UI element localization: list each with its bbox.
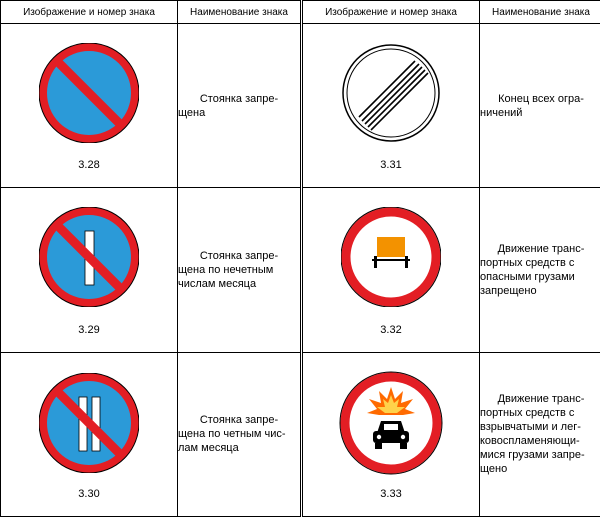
sign-name-line: щено [480,463,508,476]
sign-number: 3.30 [78,488,100,500]
sign-cell-3-30 [1,352,178,516]
no-parking-even-days-sign-icon [39,373,139,473]
sign-name-line: щена по четным чис- [178,428,286,441]
sign-cell-3-31 [302,24,480,188]
sign-cell-3-32 [302,188,480,352]
sign-cell-3-29 [1,188,178,352]
sign-name-line: портных средств с [480,257,575,269]
sign-name-line: Стоянка запре- [199,92,279,105]
sign-name-cell [178,352,302,516]
sign-name-line: Конец всех огра- [498,92,584,105]
table-header-row [1,1,600,24]
table-row [1,24,600,188]
sign-name-line: опасными грузами [480,271,575,283]
sign-number: 3.31 [380,159,402,172]
sign-name-line: Движение транс- [497,243,585,255]
sign-cell-3-28 [1,24,178,188]
sign-name-line: щена по нечетным [178,264,274,276]
sign-name-line: ковоспламеняющи- [480,435,580,448]
table-row [1,188,600,352]
sign-name-cell [480,188,600,352]
no-parking-odd-days-sign-icon [39,207,139,307]
sign-name-cell [178,24,302,188]
sign-name-line: Движение транс- [497,393,585,406]
sign-name-cell [480,352,600,516]
sign-name-line: Стоянка запре- [199,250,279,262]
sign-name-line: ничений [480,106,523,119]
sign-name-cell [178,188,302,352]
sign-number: 3.33 [380,488,402,500]
sign-name-line: щена [178,106,206,119]
header-image-number-left: Изображение и номер знака [1,1,178,24]
sign-name-line: Стоянка запре- [199,414,279,427]
sign-number: 3.28 [78,159,100,172]
sign-name-cell [480,24,600,188]
sign-name-line: числам месяца [178,278,257,290]
table-row [1,352,600,516]
sign-number: 3.29 [78,323,100,336]
sign-name-line: взрывчатыми и лег- [480,421,581,434]
header-sign-name-right: Наименование знака [480,1,600,24]
sign-name-line: запрещено [480,285,537,297]
no-parking-sign-icon [39,43,139,143]
header-sign-name-left: Наименование знака [178,1,302,24]
no-dangerous-goods-sign-icon [341,207,441,307]
sign-name-line: портных средств с [480,407,575,420]
end-of-restrictions-sign-icon [341,43,441,143]
header-image-number-right: Изображение и номер знака [302,1,480,24]
sign-name-line: мися грузами запре- [480,449,585,462]
no-explosive-goods-sign-icon [339,371,443,475]
sign-cell-3-33 [302,352,480,516]
sign-number: 3.32 [380,323,402,336]
sign-name-line: лам месяца [178,442,239,455]
